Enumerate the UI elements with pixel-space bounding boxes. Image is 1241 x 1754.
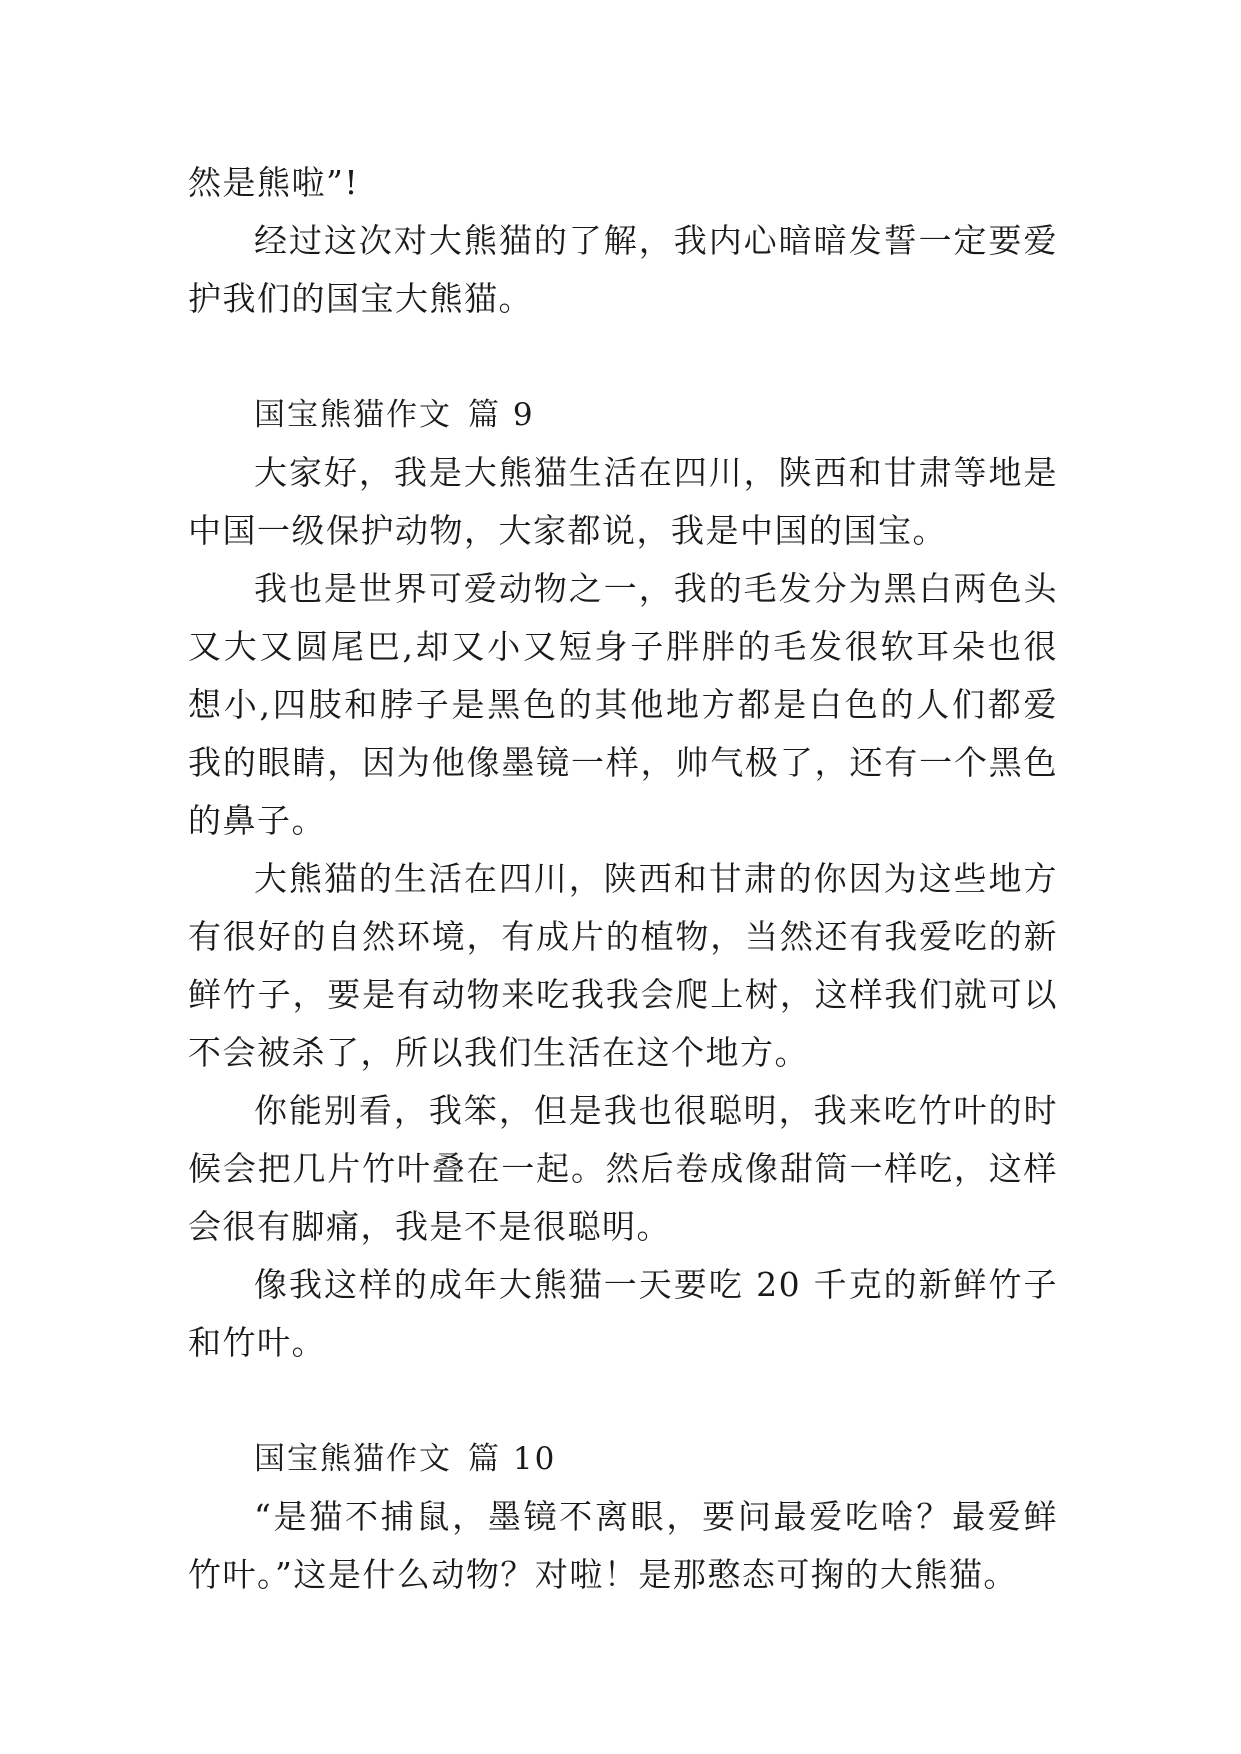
paragraph: 你能别看，我笨，但是我也很聪明，我来吃竹叶的时候会把几片竹叶叠在一起。然后卷成像甜筒一样吃，这样会很有脚痛，我是不是很聪明。 — [188, 1091, 1058, 1246]
paragraph: 我也是世界可爱动物之一，我的毛发分为黑白两色头又大又圆尾巴,却又小又短身子胖胖的毛发很软耳朵也很想小,四肢和脖子是黑色的其他地方都是白色的人们都爱我的眼睛，因为他像墨镜一样，帅气极了，还有一个黑色的鼻子。 — [188, 569, 1058, 840]
paragraph: 然是熊啦”! — [188, 163, 360, 202]
paragraph: 经过这次对大熊猫的了解，我内心暗暗发誓一定要爱护我们的国宝大熊猫。 — [188, 221, 1058, 318]
paragraph: 大熊猫的生活在四川，陕西和甘肃的你因为这些地方有很好的自然环境，有成片的植物，当然还有我爱吃的新鲜竹子，要是有动物来吃我我会爬上树，这样我们就可以不会被杀了，所以我们生活在这个地方。 — [188, 859, 1058, 1072]
paragraph: 大家好，我是大熊猫生活在四川，陕西和甘肃等地是中国一级保护动物，大家都说，我是中国的国宝。 — [188, 453, 1058, 550]
section-title-text: 国宝熊猫作文 — [254, 397, 452, 433]
paragraph: “是猫不捕鼠，墨镜不离眼，要问最爱吃啥？最爱鲜竹叶。”这是什么动物？对啦！是那憨态可掬的大熊猫。 — [188, 1497, 1058, 1594]
section-title-text: 国宝熊猫作文 — [254, 1441, 452, 1477]
section-number: 篇 9 — [468, 397, 535, 433]
section-heading-10 — [188, 1430, 1058, 1488]
document-body — [188, 154, 1058, 1604]
section-heading-9 — [188, 386, 1058, 444]
paragraph: 像我这样的成年大熊猫一天要吃 20 千克的新鲜竹子和竹叶。 — [188, 1265, 1058, 1362]
section-number: 篇 10 — [468, 1441, 557, 1477]
